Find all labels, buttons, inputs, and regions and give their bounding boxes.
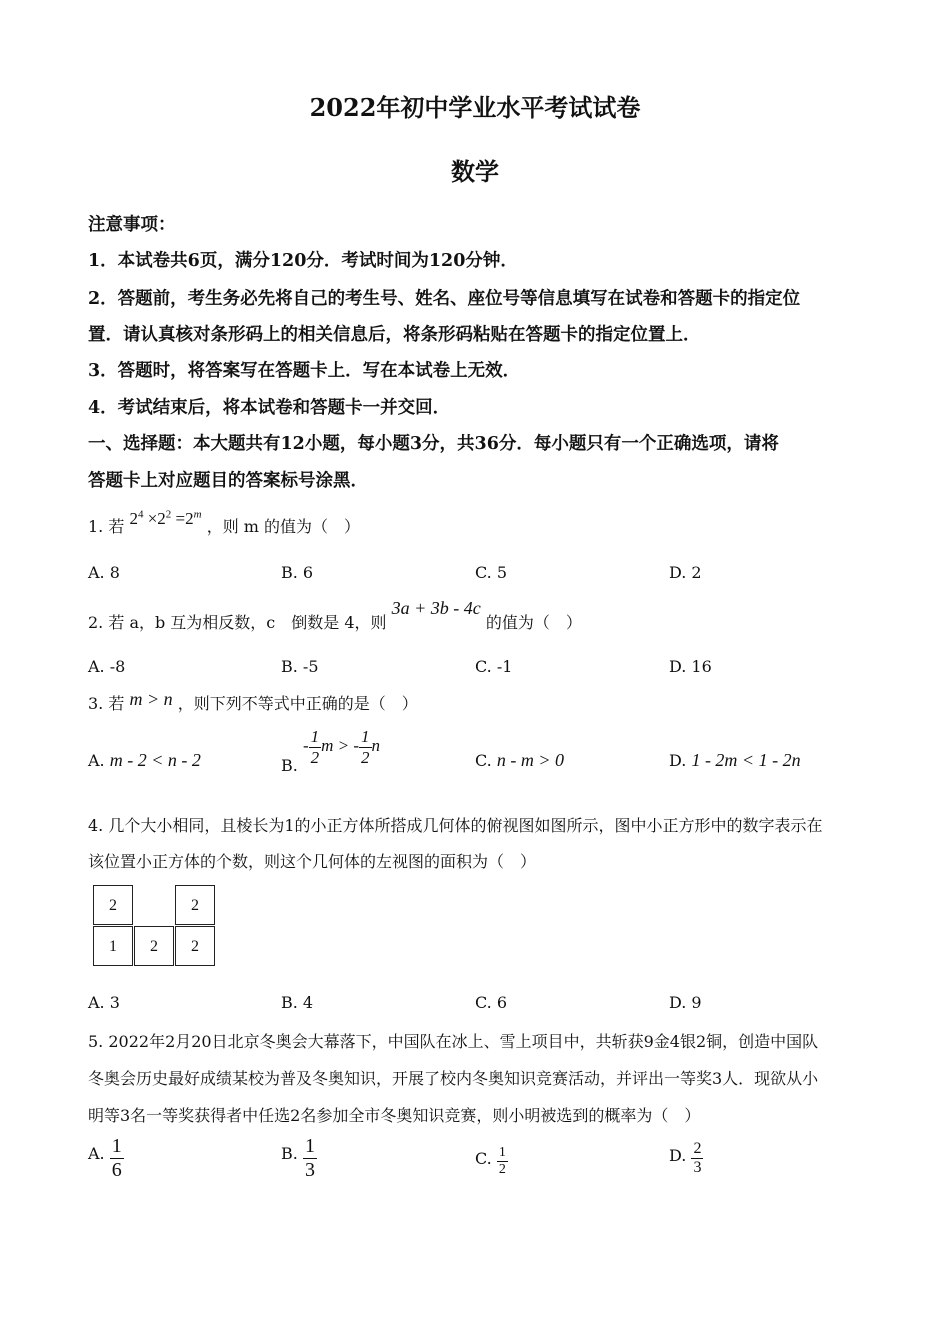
q3-formula: m > n bbox=[129, 689, 173, 709]
question-5-line-2: 冬奥会历史最好成绩某校为普及冬奥知识，开展了校内冬奥知识竞赛活动，并评出一等奖3人．现欲从小 bbox=[88, 1069, 819, 1088]
q3-option-c[interactable]: C. n - m > 0 bbox=[475, 750, 564, 770]
note-2-cont: 置．请认真核对条形码上的相关信息后，将条形码粘贴在答题卡的指定位置上． bbox=[88, 325, 701, 345]
exam-title: 2022年初中学业水平考试试卷 bbox=[309, 93, 641, 122]
q5-option-c[interactable]: C. $\frac{1}{2}$ bbox=[475, 1145, 506, 1177]
q5-option-b[interactable]: B. $\frac{1}{3}$ bbox=[281, 1135, 315, 1181]
q2-option-a[interactable]: A. -8 bbox=[88, 657, 126, 676]
q4-option-d[interactable]: D. 9 bbox=[669, 993, 702, 1012]
q4-option-c[interactable]: C. 6 bbox=[475, 993, 508, 1012]
q1-option-b[interactable]: B. 6 bbox=[281, 563, 314, 582]
q1-option-c[interactable]: C. 5 bbox=[475, 563, 508, 582]
q1-formula: $2^4 \times 2^2 =2^m$ bbox=[129, 508, 202, 528]
q2-formula: 3a + 3b - 4c bbox=[391, 598, 481, 618]
question-2: 2. 若 a，b 互为相反数，c 倒数是 4，则 3a + 3b - 4c 的值为（ ） bbox=[88, 598, 582, 632]
q2-option-d[interactable]: D. 16 bbox=[669, 657, 712, 676]
q2-option-c[interactable]: C. -1 bbox=[475, 657, 513, 676]
grid-cell: 2 bbox=[93, 885, 133, 925]
q1-option-d[interactable]: D. 2 bbox=[669, 563, 702, 582]
grid-cell: 2 bbox=[175, 885, 215, 925]
q4-option-b[interactable]: B. 4 bbox=[281, 993, 314, 1012]
question-4-line-1: 4. 几个大小相同，且棱长为1的小正方体所搭成几何体的俯视图如图所示，图中小正方形中的数字表示在 bbox=[88, 816, 823, 835]
q3-option-a[interactable]: A. m - 2 < n - 2 bbox=[88, 750, 201, 770]
question-4-line-2: 该位置小正方体的个数，则这个几何体的左视图的面积为（ ） bbox=[88, 852, 537, 871]
grid-cell: 2 bbox=[175, 926, 215, 966]
q4-option-a[interactable]: A. 3 bbox=[88, 993, 120, 1012]
q3-option-d[interactable]: D. 1 - 2m < 1 - 2n bbox=[669, 750, 801, 770]
q1-option-a[interactable]: A. 8 bbox=[88, 563, 120, 582]
note-3: 3．答题时，将答案写在答题卡上．写在本试卷上无效． bbox=[88, 361, 521, 381]
grid-cell: 2 bbox=[134, 926, 174, 966]
q5-option-a[interactable]: A. $\frac{1}{6}$ bbox=[88, 1135, 122, 1181]
question-5-line-3: 明等3名一等奖获得者中任选2名参加全市冬奥知识竞赛，则小明被选到的概率为（ ） bbox=[88, 1106, 701, 1125]
question-1: 1. 若 $2^4 \times 2^2 =2^m$ ，则 m 的值为（ ） bbox=[88, 508, 361, 536]
note-4: 4．考试结束后，将本试卷和答题卡一并交回． bbox=[88, 398, 451, 418]
q3-option-b[interactable]: B. - $\frac{1}{2}$ m > - $\frac{1}{2}$ n bbox=[281, 727, 381, 776]
q2-option-b[interactable]: B. -5 bbox=[281, 657, 319, 676]
grid-cell: 1 bbox=[93, 926, 133, 966]
question-3: 3. 若 m > n ，则下列不等式中正确的是（ ） bbox=[88, 689, 418, 713]
notes-heading: 注意事项： bbox=[88, 215, 176, 235]
subject-title: 数学 bbox=[451, 157, 499, 186]
section-heading: 一、选择题：本大题共有12小题，每小题3分，共36分．每小题只有一个正确选项，请将 bbox=[88, 434, 779, 454]
section-heading-cont: 答题卡上对应题目的答案标号涂黑． bbox=[88, 471, 368, 491]
note-2: 2．答题前，考生务必先将自己的考生号、姓名、座位号等信息填写在试卷和答题卡的指定位 bbox=[88, 289, 801, 309]
q5-option-d[interactable]: D. $\frac{2}{3}$ bbox=[669, 1140, 702, 1176]
note-1: 1．本试卷共6页，满分120分．考试时间为120分钟． bbox=[88, 251, 518, 271]
question-5-line-1: 5. 2022年2月20日北京冬奥会大幕落下，中国队在冰上、雪上项目中，共斩获9金4银2铜，创造中国队 bbox=[88, 1032, 819, 1051]
